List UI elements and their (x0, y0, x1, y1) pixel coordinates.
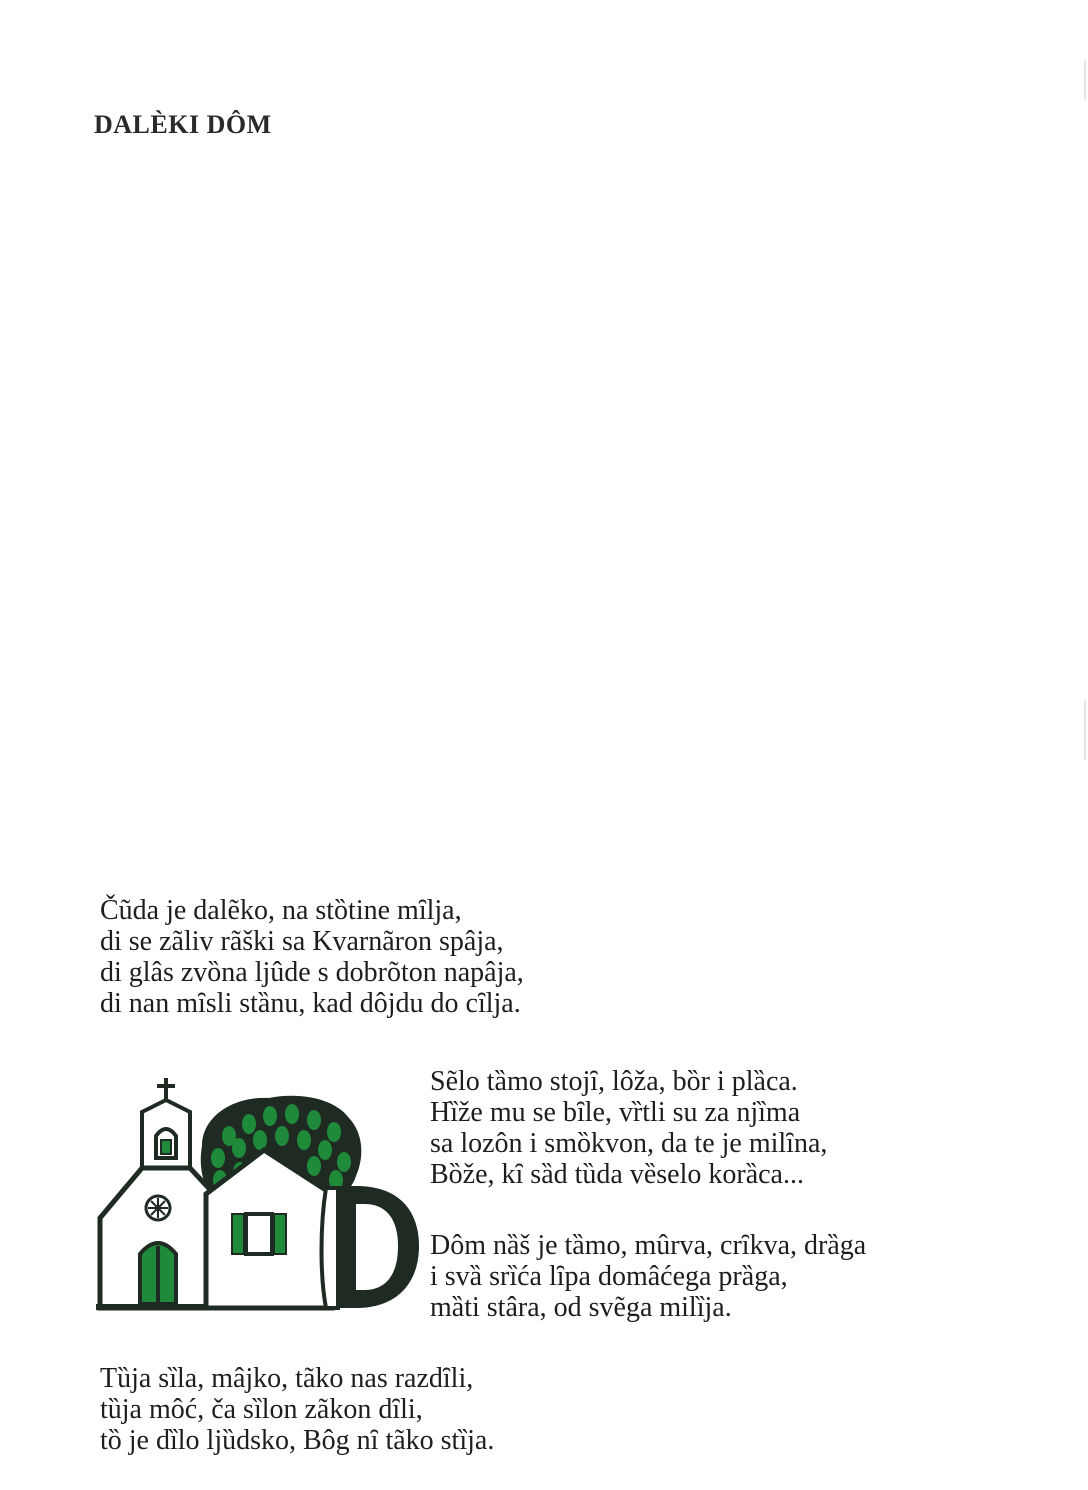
verse-line: Čũda je dalẽko, na stȍtine mȋlja, (100, 895, 462, 926)
verse-line: Hȉže mu se bȋle, vȑtli su za njȉma (430, 1097, 801, 1128)
verse-line: Dôm nȁš je tȁmo, mûrva, crȋkva, drȁga (430, 1230, 867, 1261)
scan-edge-mark (1084, 60, 1086, 100)
page-title: DALÈKI DÔM (94, 110, 272, 139)
verse-line: di nan mȋsli stȁnu, kad dôjdu do cȋlja. (100, 988, 521, 1019)
stanza-2 (430, 1066, 827, 1190)
verse-line: mȁti stâra, od svẽga milȉja. (430, 1292, 732, 1323)
stanza-1 (100, 895, 524, 1019)
verse-line: tȍ je dȉlo ljȕdsko, Bôg nȋ tãko stȉja. (100, 1425, 495, 1456)
stanza-3 (430, 1230, 866, 1323)
stanza-4 (100, 1363, 494, 1456)
verse-line: i svȁ srȉća lȋpa domâćega prȁga, (430, 1261, 788, 1292)
scan-edge-mark (1084, 700, 1086, 760)
initial-letter-d-icon (322, 1186, 420, 1308)
verse-line: di se zãliv rãški sa Kvarnãron spâja, (100, 926, 504, 957)
verse-line: sa lozôn i smȍkvon, da te je milȋna, (430, 1128, 828, 1159)
verse-line: Bȍže, kȋ sȁd tȕda vȅselo korȁca... (430, 1159, 804, 1190)
verse-line: tȕja môć, ča sȉlon zãkon dȋli, (100, 1394, 423, 1425)
verse-line: di glâs zvȍna ljûde s dobrõton napâja, (100, 957, 524, 988)
verse-line: Tȕja sȉla, mâjko, tãko nas razdȋli, (100, 1363, 474, 1394)
verse-line: Sẽlo tȁmo stojȋ, lôža, bȍr i plȁca. (430, 1066, 798, 1097)
village-church-house-tree-icon (94, 1076, 424, 1316)
